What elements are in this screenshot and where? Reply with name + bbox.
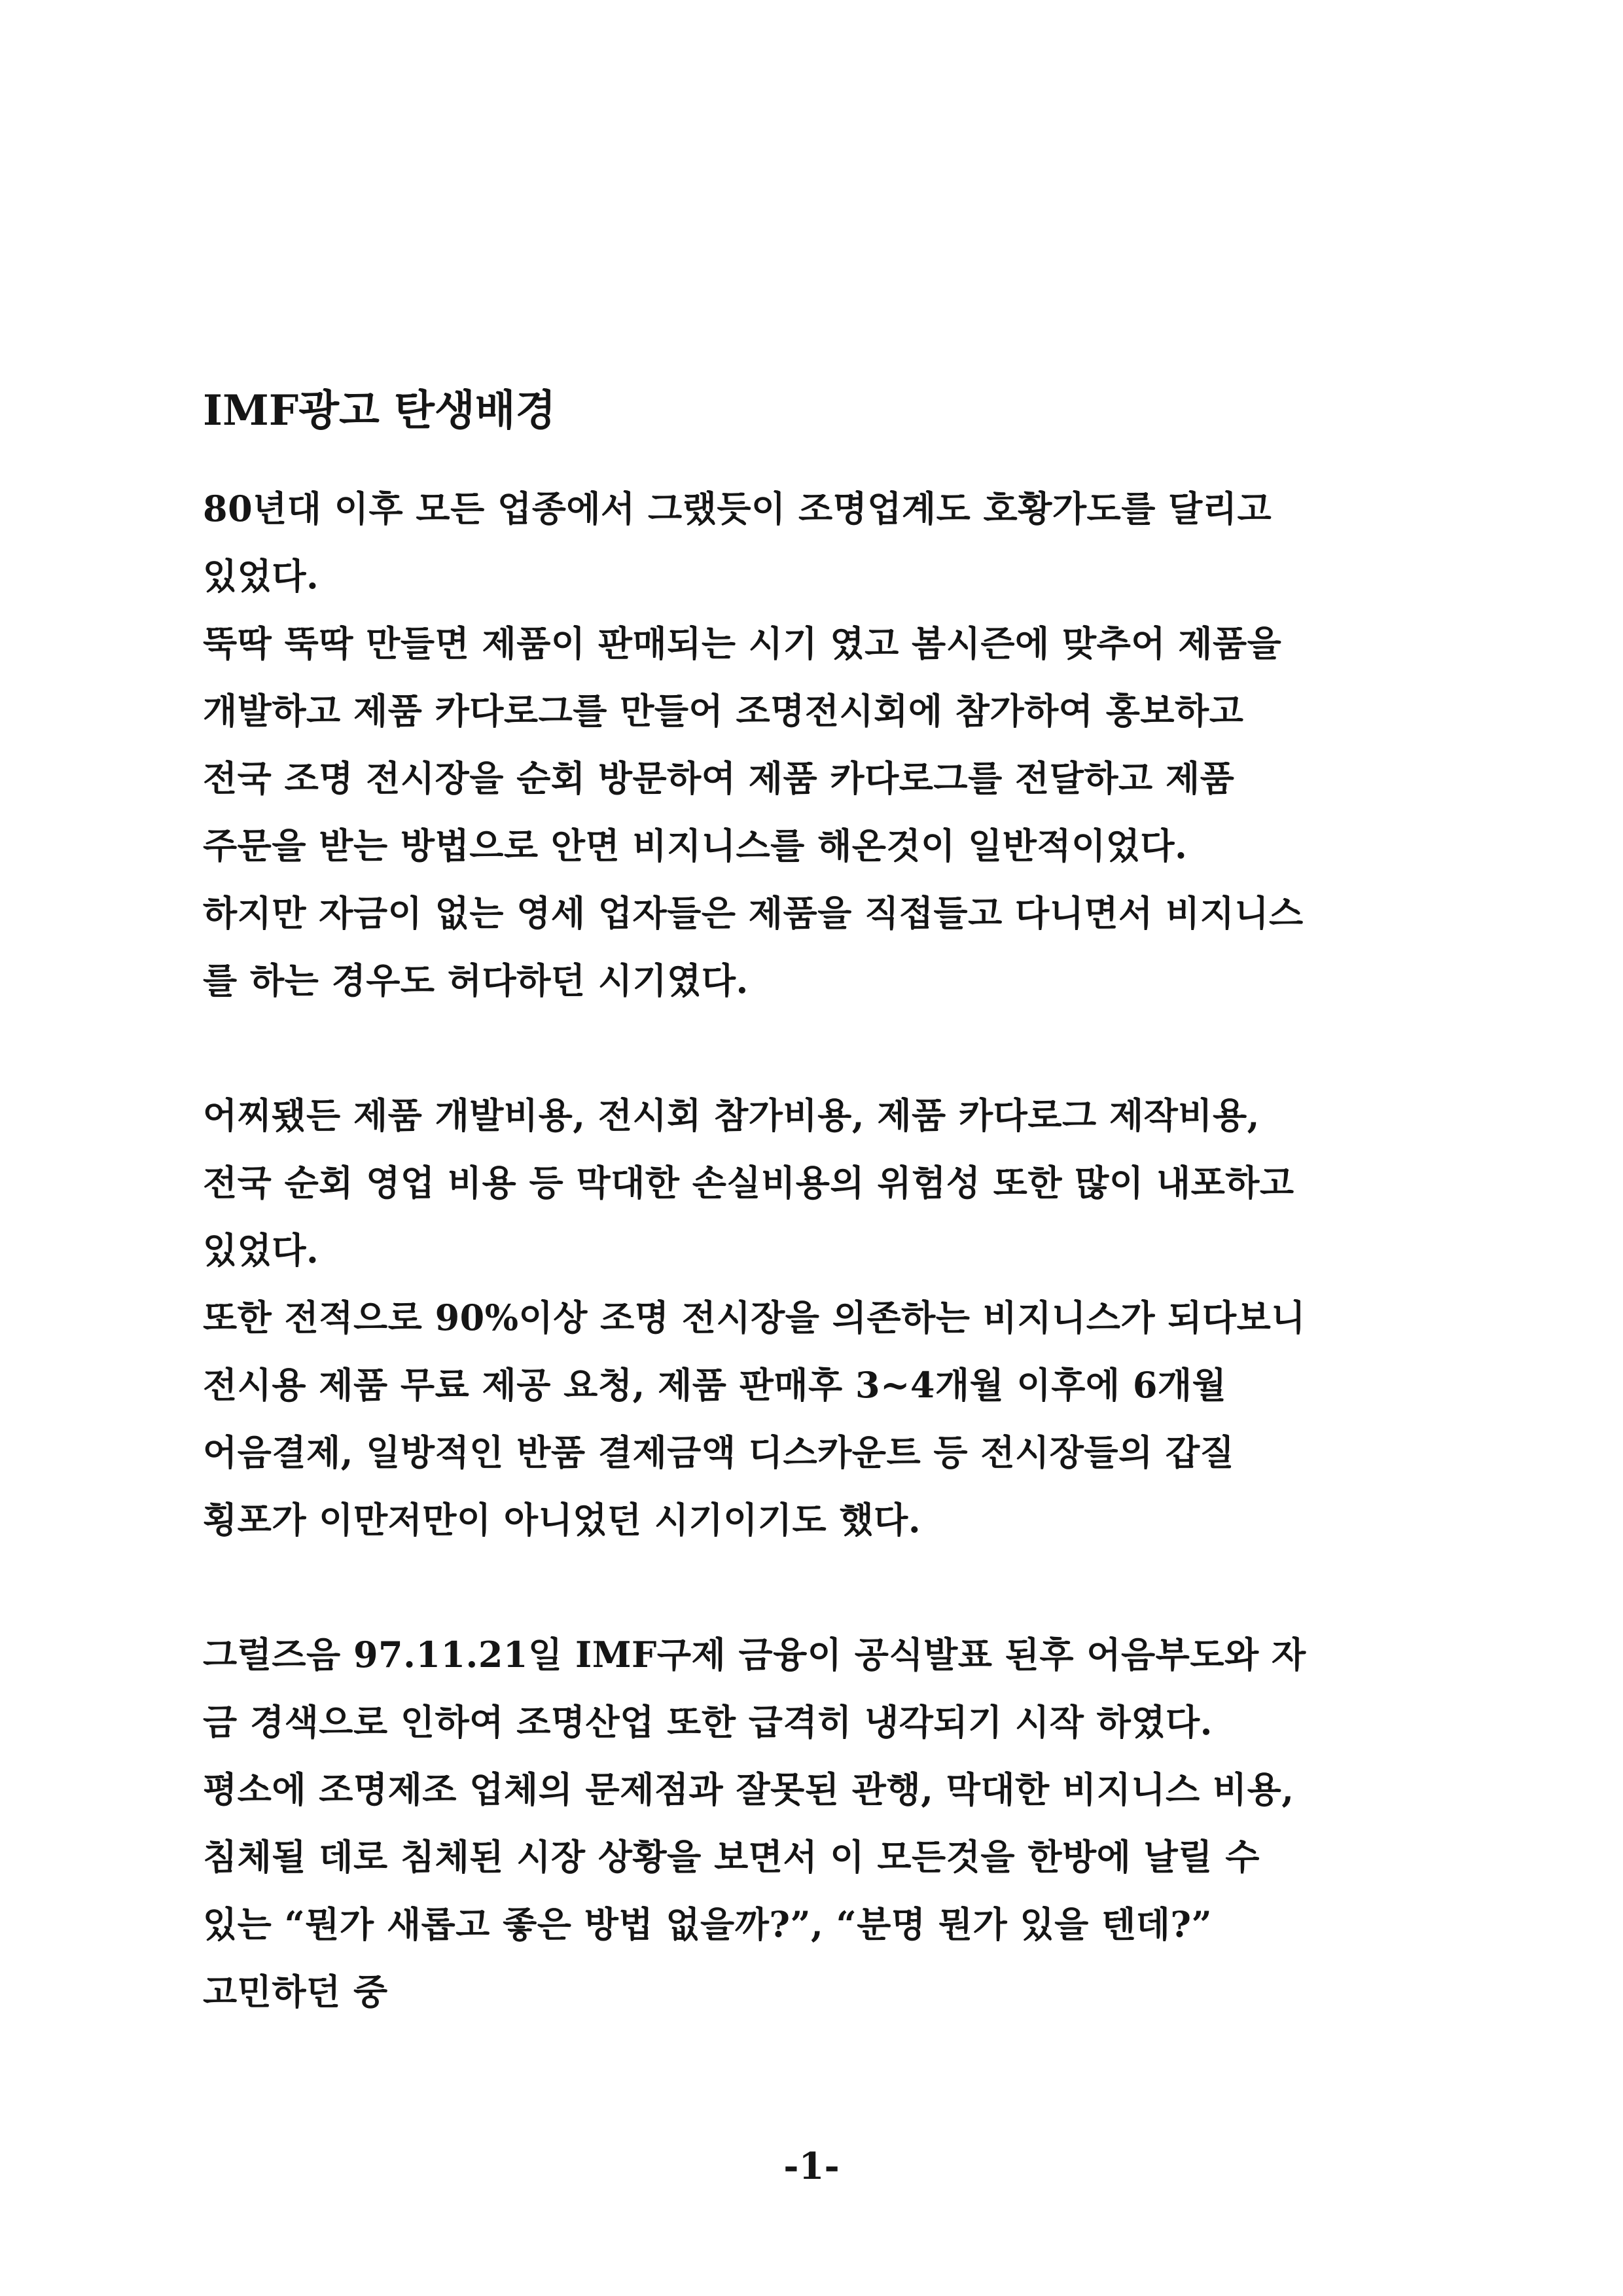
text-line: 주문을 받는 방법으로 안면 비지니스를 해온것이 일반적이었다. — [203, 825, 1188, 867]
page-number: -1- — [783, 2145, 840, 2188]
text-line: 전국 순회 영업 비용 등 막대한 손실비용의 위험성 또한 많이 내포하고 — [203, 1162, 1294, 1204]
text-line: 그럴즈음 97.11.21일 IMF구제 금융이 공식발표 된후 어음부도와 자 — [203, 1634, 1306, 1676]
paragraph-2 — [203, 1082, 1433, 1554]
text-line: 어찌됐든 제품 개발비용, 전시회 참가비용, 제품 카다로그 제작비용, — [203, 1094, 1260, 1136]
text-line: 어음결제, 일방적인 반품 결제금액 디스카운트 등 전시장들의 갑질 — [203, 1431, 1235, 1473]
paragraph-3 — [203, 1621, 1433, 2026]
text-line: 평소에 조명제조 업체의 문제점과 잘못된 관행, 막대한 비지니스 비용, — [203, 1768, 1294, 1810]
text-line: 횡포가 이만저만이 아니었던 시기이기도 했다. — [203, 1499, 921, 1541]
text-line: 개발하고 제품 카다로그를 만들어 조명전시회에 참가하여 홍보하고 — [203, 690, 1244, 732]
document-body — [203, 475, 1433, 2093]
text-line: 하지만 자금이 없는 영세 업자들은 제품을 직접들고 다니면서 비지니스 — [203, 892, 1304, 934]
text-line: 전시용 제품 무료 제공 요청, 제품 판매후 3~4개월 이후에 6개월 — [203, 1364, 1227, 1406]
text-line: 또한 전적으로 90%이상 조명 전시장을 의존하는 비지니스가 되다보니 — [203, 1297, 1306, 1338]
document-title: IMF광고 탄생배경 — [203, 386, 556, 435]
text-line: 있는 “뭔가 새롭고 좋은 방법 없을까?”, “분명 뭔가 있을 텐데?” — [203, 1903, 1213, 1945]
text-line: 80년대 이후 모든 업종에서 그랬듯이 조명업계도 호황가도를 달리고 — [203, 488, 1272, 529]
text-line: 침체될 데로 침체된 시장 상황을 보면서 이 모든것을 한방에 날릴 수 — [203, 1836, 1260, 1878]
text-line: 를 하는 경우도 허다하던 시기였다. — [203, 960, 749, 1001]
text-line: 뚝딱 뚝딱 만들면 제품이 판매되는 시기 였고 봄시즌에 맞추어 제품을 — [203, 622, 1282, 664]
text-line: 전국 조명 전시장을 순회 방문하여 제품 카다로그를 전달하고 제품 — [203, 757, 1235, 799]
paragraph-1 — [203, 475, 1433, 1014]
text-line: 있었다. — [203, 555, 319, 597]
text-line: 있었다. — [203, 1229, 319, 1271]
text-line: 고민하던 중 — [203, 1971, 388, 2013]
text-line: 금 경색으로 인하여 조명산업 또한 급격히 냉각되기 시작 하였다. — [203, 1701, 1213, 1743]
